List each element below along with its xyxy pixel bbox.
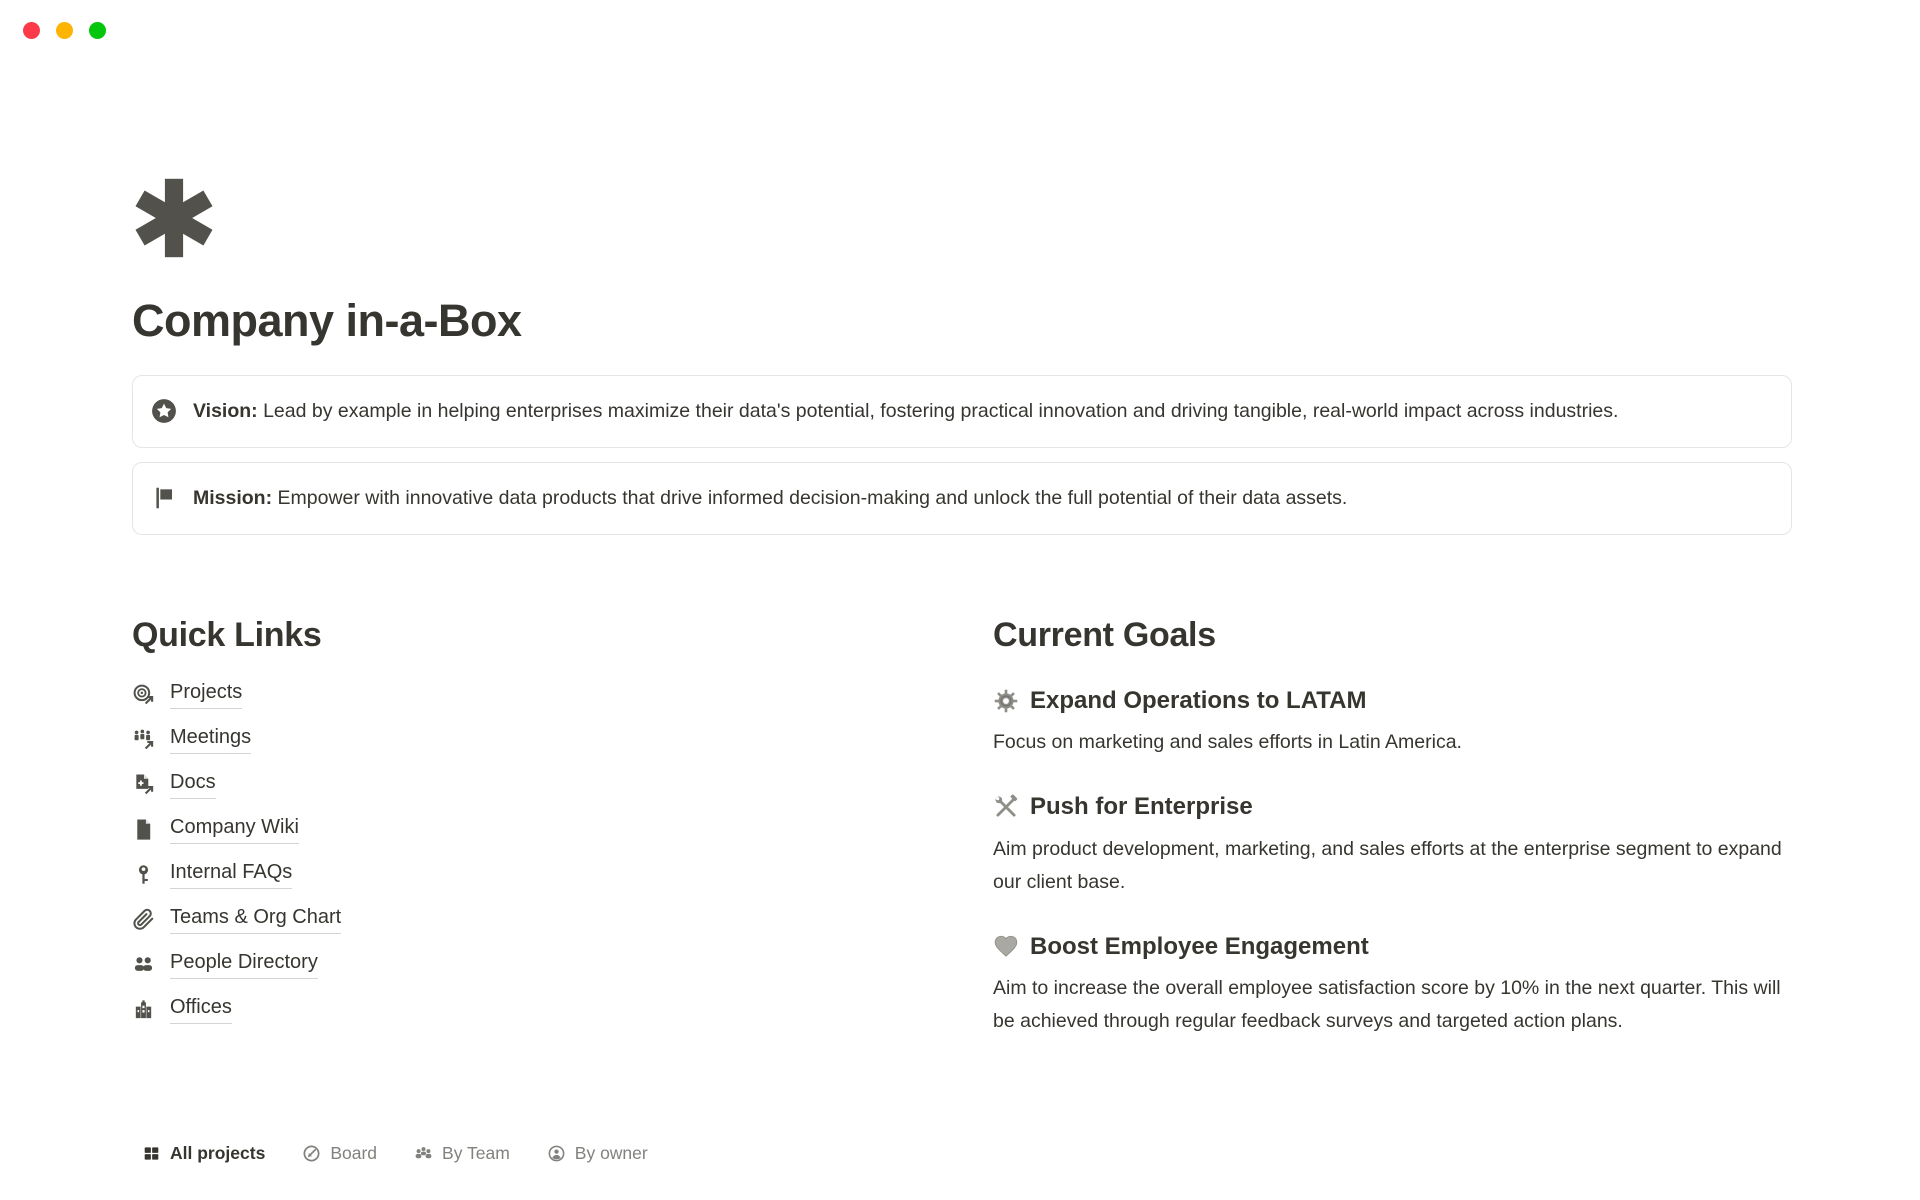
tab-by-owner[interactable]: By owner <box>547 1143 648 1164</box>
minimize-button[interactable] <box>56 22 73 39</box>
list-item <box>132 724 967 754</box>
quick-links-heading: Quick Links <box>132 616 322 654</box>
view-tabs <box>132 1131 1792 1175</box>
quick-links-column <box>132 613 967 1039</box>
maximize-button[interactable] <box>89 22 106 39</box>
goal-title-enterprise: Push for Enterprise <box>993 791 1792 822</box>
goal-title-latam: Expand Operations to LATAM <box>993 685 1792 716</box>
tab-board[interactable]: Board <box>302 1143 377 1164</box>
team-icon <box>414 1144 433 1163</box>
goal-desc-enterprise: Aim product development, marketing, and sales efforts at the enterprise segment to expand our client base. <box>993 837 1782 893</box>
grid-icon <box>142 1144 161 1163</box>
link-docs[interactable]: Docs <box>170 770 216 799</box>
window-controls <box>23 22 106 39</box>
gear-icon <box>993 688 1019 714</box>
link-internal-faqs[interactable]: Internal FAQs <box>170 860 292 889</box>
asterisk-icon[interactable] <box>132 176 216 260</box>
list-item <box>132 994 967 1024</box>
goal-desc-engagement: Aim to increase the overall employee satisfaction score by 10% in the next quarter. This will be achieved through regular feedback surveys and targeted action plans. <box>993 976 1781 1032</box>
flag-icon <box>151 485 177 511</box>
tab-by-team[interactable]: By Team <box>414 1143 510 1164</box>
link-people-directory[interactable]: People Directory <box>170 950 318 979</box>
owner-icon <box>547 1144 566 1163</box>
link-offices[interactable]: Offices <box>170 995 232 1024</box>
meeting-arrow-icon <box>132 728 155 751</box>
board-icon <box>302 1144 321 1163</box>
doc-plus-arrow-icon <box>132 773 155 796</box>
two-column-section <box>132 613 1792 1039</box>
list-item <box>132 859 967 889</box>
link-company-wiki[interactable]: Company Wiki <box>170 815 299 844</box>
page-icon <box>132 818 155 841</box>
notion-page <box>132 0 1792 1175</box>
vision-callout <box>132 375 1792 448</box>
link-teams-org-chart[interactable]: Teams & Org Chart <box>170 905 341 934</box>
current-goals-column <box>993 613 1792 1039</box>
list-item <box>132 904 967 934</box>
people-icon <box>132 953 155 976</box>
paperclip-icon <box>132 908 155 931</box>
page-title: Company in-a-Box <box>132 295 522 346</box>
link-projects[interactable]: Projects <box>170 680 242 709</box>
goal-desc-latam: Focus on marketing and sales efforts in Latin America. <box>993 731 1462 754</box>
vision-label: Vision: <box>193 400 258 422</box>
tab-all-projects[interactable]: All projects <box>142 1143 265 1164</box>
building-icon <box>132 998 155 1021</box>
link-meetings[interactable]: Meetings <box>170 725 251 754</box>
list-item <box>132 769 967 799</box>
goal-title-engagement: Boost Employee Engagement <box>993 931 1792 962</box>
list-item <box>132 814 967 844</box>
vision-text: Vision: Lead by example in helping enterprises maximize their data's potential, fostering practical innovation and driving tangible, real-world impact across industries. <box>193 400 1619 422</box>
quick-links-list <box>132 679 967 1024</box>
mission-text: Mission: Empower with innovative data products that drive informed decision-making and unlock the full potential of their data assets. <box>193 487 1348 509</box>
tools-icon <box>993 794 1019 820</box>
heart-icon <box>993 933 1019 959</box>
star-circle-icon <box>151 398 177 424</box>
mission-label: Mission: <box>193 487 273 509</box>
list-item <box>132 679 967 709</box>
mission-callout <box>132 462 1792 535</box>
close-button[interactable] <box>23 22 40 39</box>
current-goals-heading: Current Goals <box>993 616 1216 654</box>
target-arrow-icon <box>132 683 155 706</box>
list-item <box>132 949 967 979</box>
key-icon <box>132 863 155 886</box>
